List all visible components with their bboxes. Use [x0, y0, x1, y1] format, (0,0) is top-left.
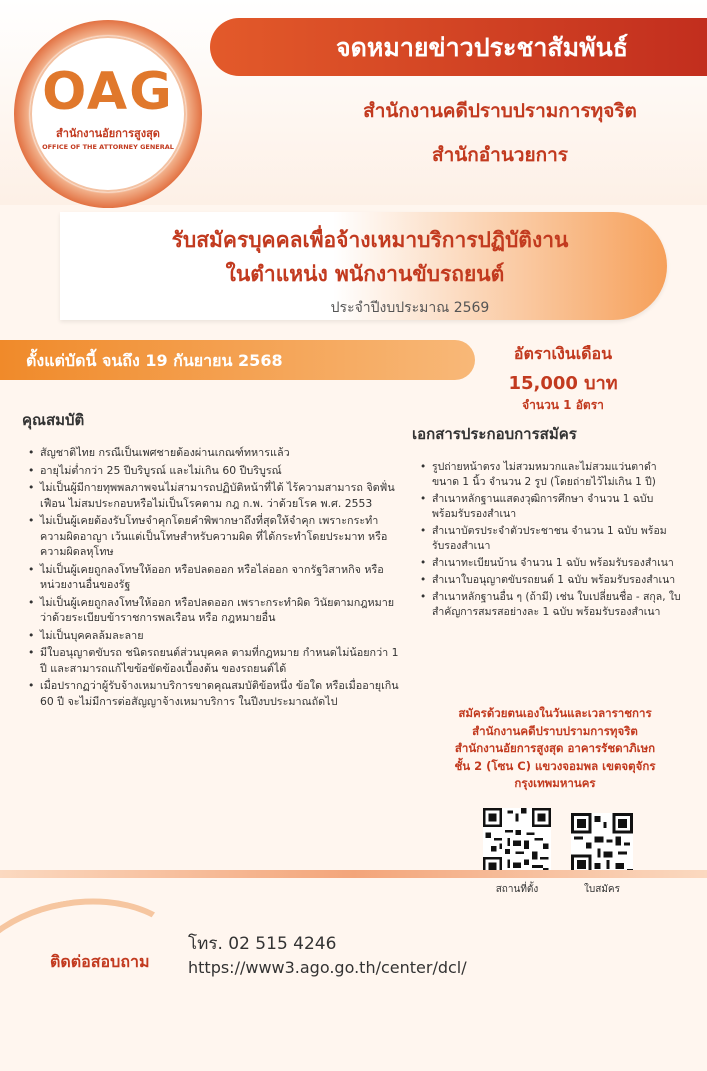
footer-divider: [0, 870, 707, 878]
apply-line: สำนักงานคดีปราบปรามการทุจริต: [472, 723, 638, 738]
logo-english-text: OFFICE OF THE ATTORNEY GENERAL: [42, 143, 174, 151]
job-heading-line2: ในตำแหน่ง พนักงานขับรถยนต์: [225, 262, 505, 286]
contact-label: ติดต่อสอบถาม: [50, 952, 150, 971]
qualification-item: • ไม่เป็นผู้มีกายทุพพลภาพจนไม่สามารถปฏิบัติหน้าที่ได้ ไร้ความสามารถ จิตฟั่นเฟือน ไม่สมประกอบหรือไม่เป็นโรคตาม กฎ ก.พ. ว่าด้วยโรค พ.ศ. 2553: [40, 480, 400, 511]
position-count: จำนวน 1 อัตรา: [522, 398, 604, 412]
qualification-item: • ไม่เป็นผู้เคยต้องรับโทษจำคุกโดยคำพิพากษาถึงที่สุดให้จำคุก เพราะกระทำความผิดอาญา เว้นแต่เป็นโทษสำหรับความผิด ที่ได้กระทำโดยประมาท หรือความผิดลหุโทษ: [40, 513, 400, 560]
salary-label: อัตราเงินเดือน: [513, 344, 613, 363]
qualification-item: • ไม่เป็นผู้เคยถูกลงโทษให้ออก หรือปลดออก หรือไล่ออก จากรัฐวิสาหกิจ หรือหน่วยงานอื่นของรัฐ: [40, 562, 400, 593]
job-heading-line1: รับสมัครบุคคลเพื่อจ้างเหมาบริการปฏิบัติงาน: [171, 228, 569, 252]
contact-url[interactable]: https://www3.ago.go.th/center/dcl/: [188, 958, 467, 977]
office-name: สำนักงานคดีปราบปรามการทุจริต: [363, 100, 637, 122]
qualification-item: • มีใบอนุญาตขับรถ ชนิดรถยนต์ส่วนบุคคล ตามที่กฎหมาย กำหนดไม่น้อยกว่า 1 ปี และสามารถแก้ไขข้อขัดข้องเบื้องต้น ของรถยนต์ได้: [40, 645, 400, 676]
application-period: ตั้งแต่บัดนี้ จนถึง 19 กันยายน 2568: [26, 351, 283, 370]
location-qr-label: สถานที่ตั้ง: [495, 884, 539, 895]
location-qr-code[interactable]: [483, 808, 551, 876]
application-qr-label: ใบสมัคร: [584, 884, 620, 895]
qualification-item: • ไม่เป็นผู้เคยถูกลงโทษให้ออก หรือปลดออก เพราะกระทำผิด วินัยตามกฎหมายว่าด้วยระเบียบข้าราชการพลเรือน หรือ กฎหมายอื่น: [40, 595, 400, 626]
decorative-curve: [0, 881, 203, 1071]
salary-value: 15,000 บาท: [508, 373, 618, 394]
contact-phone[interactable]: โทร. 02 515 4246: [188, 934, 337, 954]
application-qr-code[interactable]: [571, 813, 633, 875]
document-item: • สำเนาทะเบียนบ้าน จำนวน 1 ฉบับ พร้อมรับรองสำเนา: [432, 556, 682, 571]
logo-thai-text: สำนักงานอัยการสูงสุด: [56, 127, 160, 140]
document-item: • สำเนาบัตรประจำตัวประชาชน จำนวน 1 ฉบับ พร้อมรับรองสำเนา: [432, 524, 682, 554]
apply-line: สำนักงานอัยการสูงสุด อาคารรัชดาภิเษก: [454, 741, 656, 755]
documents-list: [432, 460, 682, 622]
apply-location: [405, 705, 705, 793]
logo-mark: OAG: [42, 62, 174, 122]
qualifications-list: [40, 445, 400, 711]
fiscal-year: ประจำปีงบประมาณ 2569: [330, 300, 490, 316]
document-item: • สำเนาใบอนุญาตขับรถยนต์ 1 ฉบับ พร้อมรับรองสำเนา: [432, 573, 682, 588]
qualification-item: • สัญชาติไทย กรณีเป็นเพศชายต้องผ่านเกณฑ์ทหารแล้ว: [40, 445, 400, 461]
page-title: จดหมายข่าวประชาสัมพันธ์: [336, 33, 628, 62]
apply-line: ชั้น 2 (โซน C) แขวงจอมพล เขตจตุจักร: [454, 758, 656, 773]
document-item: • สำเนาหลักฐานแสดงวุฒิการศึกษา จำนวน 1 ฉบับ พร้อมรับรองสำเนา: [432, 492, 682, 522]
division-name: สำนักอำนวยการ: [431, 144, 568, 166]
documents-heading: เอกสารประกอบการสมัคร: [412, 425, 577, 443]
qualification-item: • ไม่เป็นบุคคลล้มละลาย: [40, 628, 400, 644]
apply-line: สมัครด้วยตนเองในวันและเวลาราชการ: [458, 706, 652, 720]
qualifications-heading: คุณสมบัติ: [22, 411, 85, 429]
qualification-item: • เมื่อปรากฏว่าผู้รับจ้างเหมาบริการขาดคุณสมบัติข้อหนึ่ง ข้อใด หรือเมื่ออายุเกิน 60 ปี จะไม่มีการต่อสัญญาจ้างเหมาบริการ ในปีงบประมาณถัดไป: [40, 678, 400, 709]
document-item: • สำเนาหลักฐานอื่น ๆ (ถ้ามี) เช่น ใบเปลี่ยนชื่อ - สกุล, ใบสำคัญการสมรสอย่างละ 1 ฉบับ พร้อมรับรองสำเนา: [432, 590, 682, 620]
document-item: • รูปถ่ายหน้าตรง ไม่สวมหมวกและไม่สวมแว่นตาดำ ขนาด 1 นิ้ว จำนวน 2 รูป (โดยถ่ายไว้ไม่เกิน 1 ปี): [432, 460, 682, 490]
qualification-item: • อายุไม่ต่ำกว่า 25 ปีบริบูรณ์ และไม่เกิน 60 ปีบริบูรณ์: [40, 463, 400, 479]
apply-line: กรุงเทพมหานคร: [514, 776, 596, 790]
